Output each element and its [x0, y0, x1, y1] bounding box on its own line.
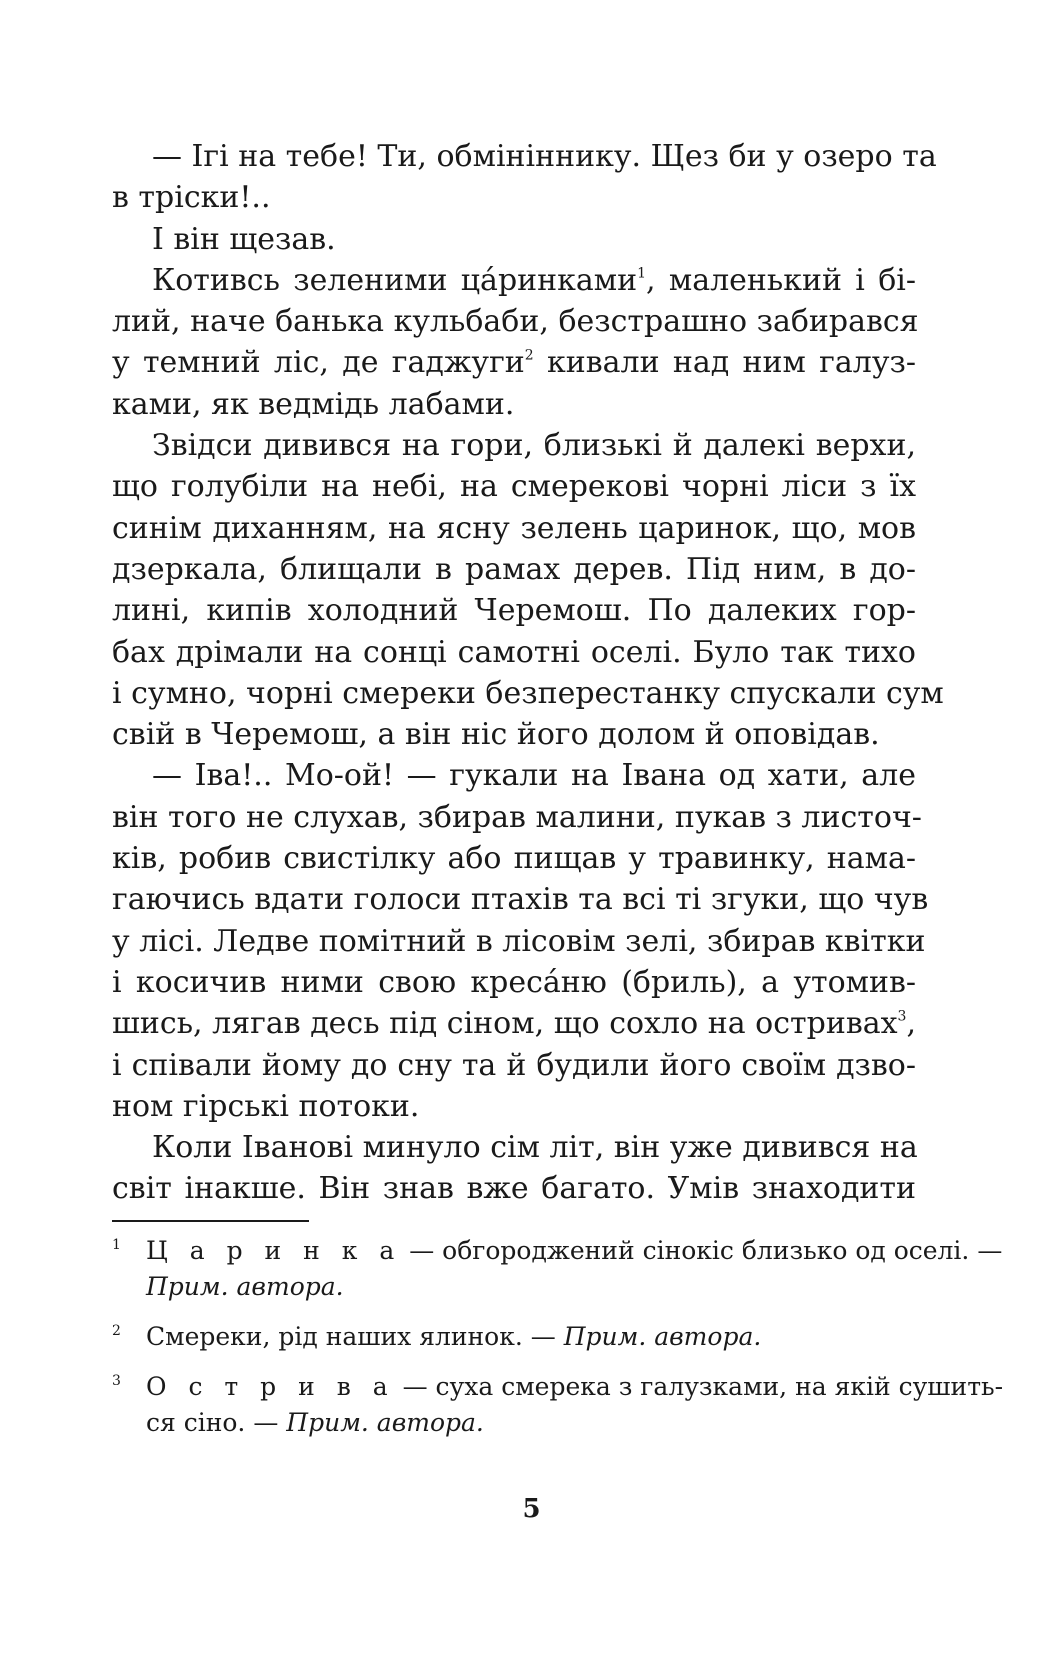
footnote-ref-2: 2 — [524, 347, 534, 364]
footnote-text: — суха смерека з галузками, на якій сушить- — [394, 1372, 1004, 1401]
text-line: лині, кипів холодний Черемош. По далеких гор- — [112, 593, 916, 629]
text-line: гаючись вдати голоси птахів та всі ті згуки, що чув — [112, 882, 929, 918]
text-line: лий, наче банька кульбаби, безстрашно забирався — [112, 304, 919, 340]
footnote-number: 1 — [112, 1237, 121, 1253]
text-fragment: Котивсь зеленими ца́ринками — [152, 262, 638, 298]
footnote-3 — [112, 1369, 1004, 1441]
text-line: Коли Іванові минуло сім літ, він уже дивився на — [152, 1130, 918, 1166]
text-line — [112, 342, 916, 383]
footnote-line — [146, 1405, 916, 1441]
footnote-line — [146, 1319, 916, 1355]
footnote-line — [146, 1233, 1003, 1269]
text-line: він того не слухав, збирав малини, пукав з листоч- — [112, 799, 922, 835]
text-line — [112, 260, 916, 301]
text-line — [112, 1003, 916, 1044]
footnote-number: 2 — [112, 1323, 121, 1339]
text-line: ків, робив свистілку або пищав у травинку, нама- — [112, 841, 916, 877]
text-fragment: , маленький і бі- — [646, 262, 916, 298]
text-line: в тріски!.. — [112, 180, 271, 216]
footnote-1 — [112, 1233, 1003, 1305]
text-line: і косичив ними свою креса́ню (бриль), а утомив- — [112, 964, 916, 1000]
text-line: — Іва!.. Мо-ой! — гукали на Івана од хати, але — [152, 758, 916, 794]
text-line: ками, як ведмідь лабами. — [112, 386, 515, 422]
main-text — [112, 136, 944, 1210]
text-fragment: у темний ліс, де гаджуги — [112, 345, 525, 381]
text-line: свій в Черемош, а він ніс його долом й оповідав. — [112, 717, 880, 753]
text-line: синім диханням, на ясну зелень царинок, що, мов — [112, 510, 916, 546]
text-fragment: шись, лягав десь під сіном, що сохло на остривах — [112, 1006, 898, 1042]
footnote-text: — обгороджений сінокіс близько од оселі. — — [401, 1236, 1003, 1265]
text-line: і співали йому до сну та й будили його своїм дзво- — [112, 1047, 916, 1083]
text-line: світ інакше. Він знав вже багато. Умів знаходити — [112, 1171, 916, 1207]
text-line: у лісі. Ледве помітний в лісовім зелі, збирав квітки — [112, 923, 926, 959]
text-line: Звідси дивився на гори, близькі й далекі верхи, — [152, 428, 916, 464]
text-line: бах дрімали на сонці самотні оселі. Було так тихо — [112, 634, 916, 670]
footnote-attribution: Прим. автора. — [563, 1322, 762, 1351]
footnote-number: 3 — [112, 1373, 121, 1389]
page-number: 5 — [522, 1494, 541, 1524]
footnote-2 — [112, 1319, 916, 1355]
footnote-ref-3: 3 — [897, 1008, 907, 1025]
text-fragment: кивали над ним галуз- — [533, 345, 916, 381]
footnote-term: О с т р и в а — [146, 1372, 395, 1401]
text-line: — Ігі на тебе! Ти, обмініннику. Щез би у озеро та — [152, 139, 937, 174]
text-line: ном гірські потоки. — [112, 1088, 420, 1124]
footnote-attribution: Прим. автора. — [146, 1272, 344, 1301]
footnotes — [112, 1233, 1004, 1455]
text-line: І він щезав. — [152, 221, 336, 257]
footnote-text: ся сіно. — — [146, 1408, 287, 1437]
footnote-line — [146, 1369, 1004, 1405]
footnote-text: Смереки, рід наших ялинок. — — [146, 1322, 564, 1351]
text-line: дзеркала, блищали в рамах дерев. Під ним, в до- — [112, 551, 916, 587]
footnote-divider — [112, 1220, 309, 1222]
footnote-ref-1: 1 — [637, 265, 647, 282]
footnote-term: Ц а р и н к а — [146, 1236, 402, 1265]
text-line: і сумно, чорні смереки безперестанку спускали сум — [112, 675, 944, 711]
footnote-attribution: Прим. автора. — [286, 1408, 484, 1437]
text-fragment: , — [906, 1006, 916, 1042]
text-line: що голубіли на небі, на смерекові чорні ліси з їх — [112, 469, 916, 505]
